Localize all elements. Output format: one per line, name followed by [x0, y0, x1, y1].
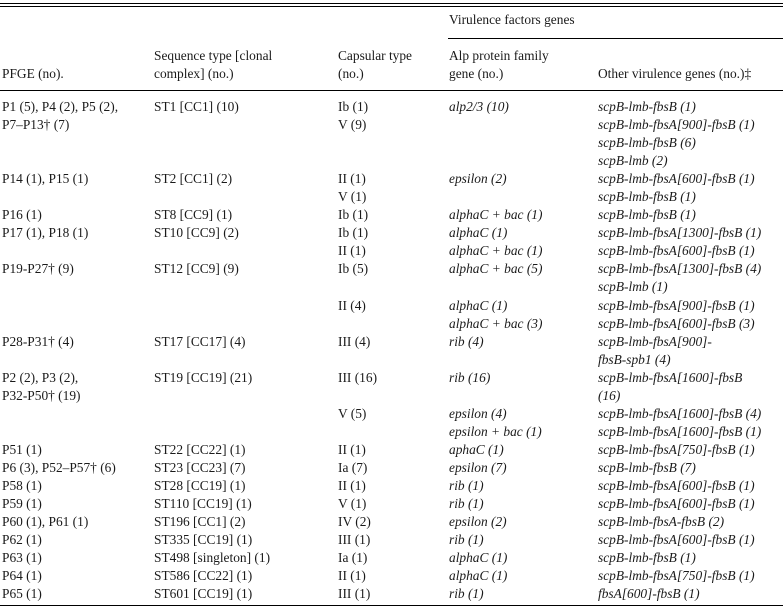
other-virulence-cell: scpB-lmb-fbsA[600]-fbsB (1)	[598, 532, 755, 547]
alp-gene-cell: aphaC (1)	[449, 442, 504, 457]
pfge-cell: P51 (1)	[2, 442, 42, 457]
alp-gene-cell: alphaC (1)	[449, 568, 508, 583]
sequence-type-cell: ST10 [CC9] (2)	[154, 225, 239, 240]
capsular-type-cell: II (1)	[338, 568, 366, 583]
alp-gene-cell: rib (1)	[449, 586, 484, 601]
pfge-cell: P1 (5), P4 (2), P5 (2),	[2, 99, 119, 114]
other-virulence-cell: scpB-lmb-fbsA[1300]-fbsB (4)	[598, 261, 762, 276]
sequence-type-cell: ST12 [CC9] (9)	[154, 261, 239, 276]
sequence-type-cell: ST498 [singleton] (1)	[154, 550, 271, 565]
other-virulence-cell: scpB-lmb-fbsB (1)	[598, 189, 696, 204]
sequence-type-cell: ST17 [CC17] (4)	[154, 334, 246, 349]
other-virulence-cell: (16)	[598, 388, 621, 403]
alp-gene-cell: alphaC + bac (1)	[449, 243, 543, 258]
capsular-type-cell: V (9)	[338, 117, 367, 132]
sequence-type-cell: ST8 [CC9] (1)	[154, 207, 233, 222]
pfge-cell: P16 (1)	[2, 207, 42, 222]
header-capsular-type-line1: Capsular type	[338, 48, 413, 63]
header-sequence-type-line2: complex] (no.)	[154, 66, 234, 81]
sequence-type-cell: ST196 [CC1] (2)	[154, 514, 246, 529]
capsular-type-cell: III (1)	[338, 586, 371, 601]
other-virulence-cell: scpB-lmb (2)	[598, 153, 668, 168]
other-virulence-cell: scpB-lmb-fbsA[600]-fbsB (3)	[598, 316, 755, 331]
alp-gene-cell: alphaC + bac (3)	[449, 316, 543, 331]
other-virulence-cell: scpB-lmb-fbsA[600]-fbsB (1)	[598, 243, 755, 258]
sequence-type-cell: ST23 [CC23] (7)	[154, 460, 246, 475]
sequence-type-cell: ST2 [CC1] (2)	[154, 171, 233, 186]
alp-gene-cell: rib (1)	[449, 532, 484, 547]
other-virulence-cell: scpB-lmb-fbsA[1600]-fbsB (1)	[598, 424, 762, 439]
header-pfge: PFGE (no).	[2, 66, 64, 81]
header-bottom-rule	[0, 90, 783, 91]
alp-gene-cell: epsilon (7)	[449, 460, 507, 475]
pfge-cell: P59 (1)	[2, 496, 42, 511]
header-other-virulence-genes: Other virulence genes (no.)‡	[598, 66, 752, 81]
other-virulence-cell: fbsA[600]-fbsB (1)	[598, 586, 700, 601]
capsular-type-cell: II (1)	[338, 171, 366, 186]
header-virulence-group: Virulence factors genes	[449, 12, 575, 27]
pfge-cell: P62 (1)	[2, 532, 42, 547]
other-virulence-cell: scpB-lmb-fbsA-fbsB (2)	[598, 514, 725, 529]
other-virulence-cell: scpB-lmb-fbsB (6)	[598, 135, 696, 150]
other-virulence-cell: scpB-lmb-fbsA[750]-fbsB (1)	[598, 442, 755, 457]
capsular-type-cell: II (1)	[338, 442, 366, 457]
header-sequence-type-line1: Sequence type [clonal	[154, 48, 273, 63]
other-virulence-cell: scpB-lmb-fbsB (1)	[598, 207, 696, 222]
other-virulence-cell: scpB-lmb-fbsA[900]-fbsB (1)	[598, 117, 755, 132]
alp-gene-cell: epsilon (2)	[449, 514, 507, 529]
capsular-type-cell: III (16)	[338, 370, 378, 385]
other-virulence-cell: scpB-lmb-fbsA[1600]-fbsB	[598, 370, 743, 385]
capsular-type-cell: IV (2)	[338, 514, 371, 529]
header-alp-gene-line1: Alp protein family	[449, 48, 549, 63]
header-capsular-type-line2: (no.)	[338, 66, 364, 81]
pfge-cell: P28-P31† (4)	[2, 334, 74, 349]
alp-gene-cell: rib (16)	[449, 370, 491, 385]
other-virulence-cell: scpB-lmb-fbsA[600]-fbsB (1)	[598, 496, 755, 511]
capsular-type-cell: II (1)	[338, 478, 366, 493]
other-virulence-cell: scpB-lmb-fbsA[900]-fbsB (1)	[598, 298, 755, 313]
pfge-cell: P60 (1), P61 (1)	[2, 514, 89, 529]
other-virulence-cell: scpB-lmb-fbsB (1)	[598, 99, 696, 114]
pfge-cell: P63 (1)	[2, 550, 42, 565]
alp-gene-cell: alphaC + bac (5)	[449, 261, 543, 276]
other-virulence-cell: scpB-lmb-fbsA[600]-fbsB (1)	[598, 478, 755, 493]
alp-gene-cell: rib (4)	[449, 334, 484, 349]
capsular-type-cell: Ib (1)	[338, 207, 369, 222]
pfge-cell: P14 (1), P15 (1)	[2, 171, 89, 186]
sequence-type-cell: ST335 [CC19] (1)	[154, 532, 253, 547]
alp-gene-cell: epsilon (2)	[449, 171, 507, 186]
pfge-cell: P19-P27† (9)	[2, 261, 74, 276]
sequence-type-cell: ST601 [CC19] (1)	[154, 586, 253, 601]
alp-gene-cell: rib (1)	[449, 478, 484, 493]
pfge-cell: P17 (1), P18 (1)	[2, 225, 89, 240]
alp-gene-cell: epsilon (4)	[449, 406, 507, 421]
other-virulence-cell: scpB-lmb-fbsA[750]-fbsB (1)	[598, 568, 755, 583]
pfge-cell: P7–P13† (7)	[2, 117, 70, 132]
capsular-type-cell: II (4)	[338, 298, 366, 313]
sequence-type-cell: ST110 [CC19] (1)	[154, 496, 252, 511]
other-virulence-cell: scpB-lmb-fbsA[1300]-fbsB (1)	[598, 225, 762, 240]
capsular-type-cell: V (5)	[338, 406, 367, 421]
capsular-type-cell: Ia (1)	[338, 550, 368, 565]
capsular-type-cell: Ib (1)	[338, 99, 369, 114]
pfge-cell: P6 (3), P52–P57† (6)	[2, 460, 116, 475]
capsular-type-cell: V (1)	[338, 189, 367, 204]
sequence-type-cell: ST19 [CC19] (21)	[154, 370, 253, 385]
capsular-type-cell: V (1)	[338, 496, 367, 511]
top-rule-outer	[0, 3, 783, 4]
group-header-rule	[448, 38, 783, 39]
alp-gene-cell: alphaC (1)	[449, 225, 508, 240]
capsular-type-cell: II (1)	[338, 243, 366, 258]
sequence-type-cell: ST22 [CC22] (1)	[154, 442, 246, 457]
alp-gene-cell: alphaC (1)	[449, 550, 508, 565]
alp-gene-cell: rib (1)	[449, 496, 484, 511]
sequence-type-cell: ST28 [CC19] (1)	[154, 478, 246, 493]
capsular-type-cell: Ib (1)	[338, 225, 369, 240]
other-virulence-cell: scpB-lmb-fbsA[900]-	[598, 334, 712, 349]
other-virulence-cell: scpB-lmb-fbsA[600]-fbsB (1)	[598, 171, 755, 186]
capsular-type-cell: Ib (5)	[338, 261, 369, 276]
other-virulence-cell: fbsB-spb1 (4)	[598, 352, 671, 367]
table-bottom-rule	[0, 605, 783, 606]
pfge-cell: P2 (2), P3 (2),	[2, 370, 79, 385]
pfge-cell: P65 (1)	[2, 586, 42, 601]
pfge-cell: P58 (1)	[2, 478, 42, 493]
header-alp-gene-line2: gene (no.)	[449, 66, 504, 81]
alp-gene-cell: epsilon + bac (1)	[449, 424, 542, 439]
pfge-cell: P32-P50† (19)	[2, 388, 81, 403]
other-virulence-cell: scpB-lmb (1)	[598, 279, 668, 294]
other-virulence-cell: scpB-lmb-fbsB (7)	[598, 460, 696, 475]
sequence-type-cell: ST1 [CC1] (10)	[154, 99, 239, 114]
other-virulence-cell: scpB-lmb-fbsB (1)	[598, 550, 696, 565]
top-rule-inner	[0, 6, 783, 7]
pfge-cell: P64 (1)	[2, 568, 42, 583]
capsular-type-cell: III (1)	[338, 532, 371, 547]
sequence-type-cell: ST586 [CC22] (1)	[154, 568, 253, 583]
capsular-type-cell: Ia (7)	[338, 460, 368, 475]
alp-gene-cell: alphaC (1)	[449, 298, 508, 313]
other-virulence-cell: scpB-lmb-fbsA[1600]-fbsB (4)	[598, 406, 762, 421]
alp-gene-cell: alp2/3 (10)	[449, 99, 509, 114]
alp-gene-cell: alphaC + bac (1)	[449, 207, 543, 222]
capsular-type-cell: III (4)	[338, 334, 371, 349]
